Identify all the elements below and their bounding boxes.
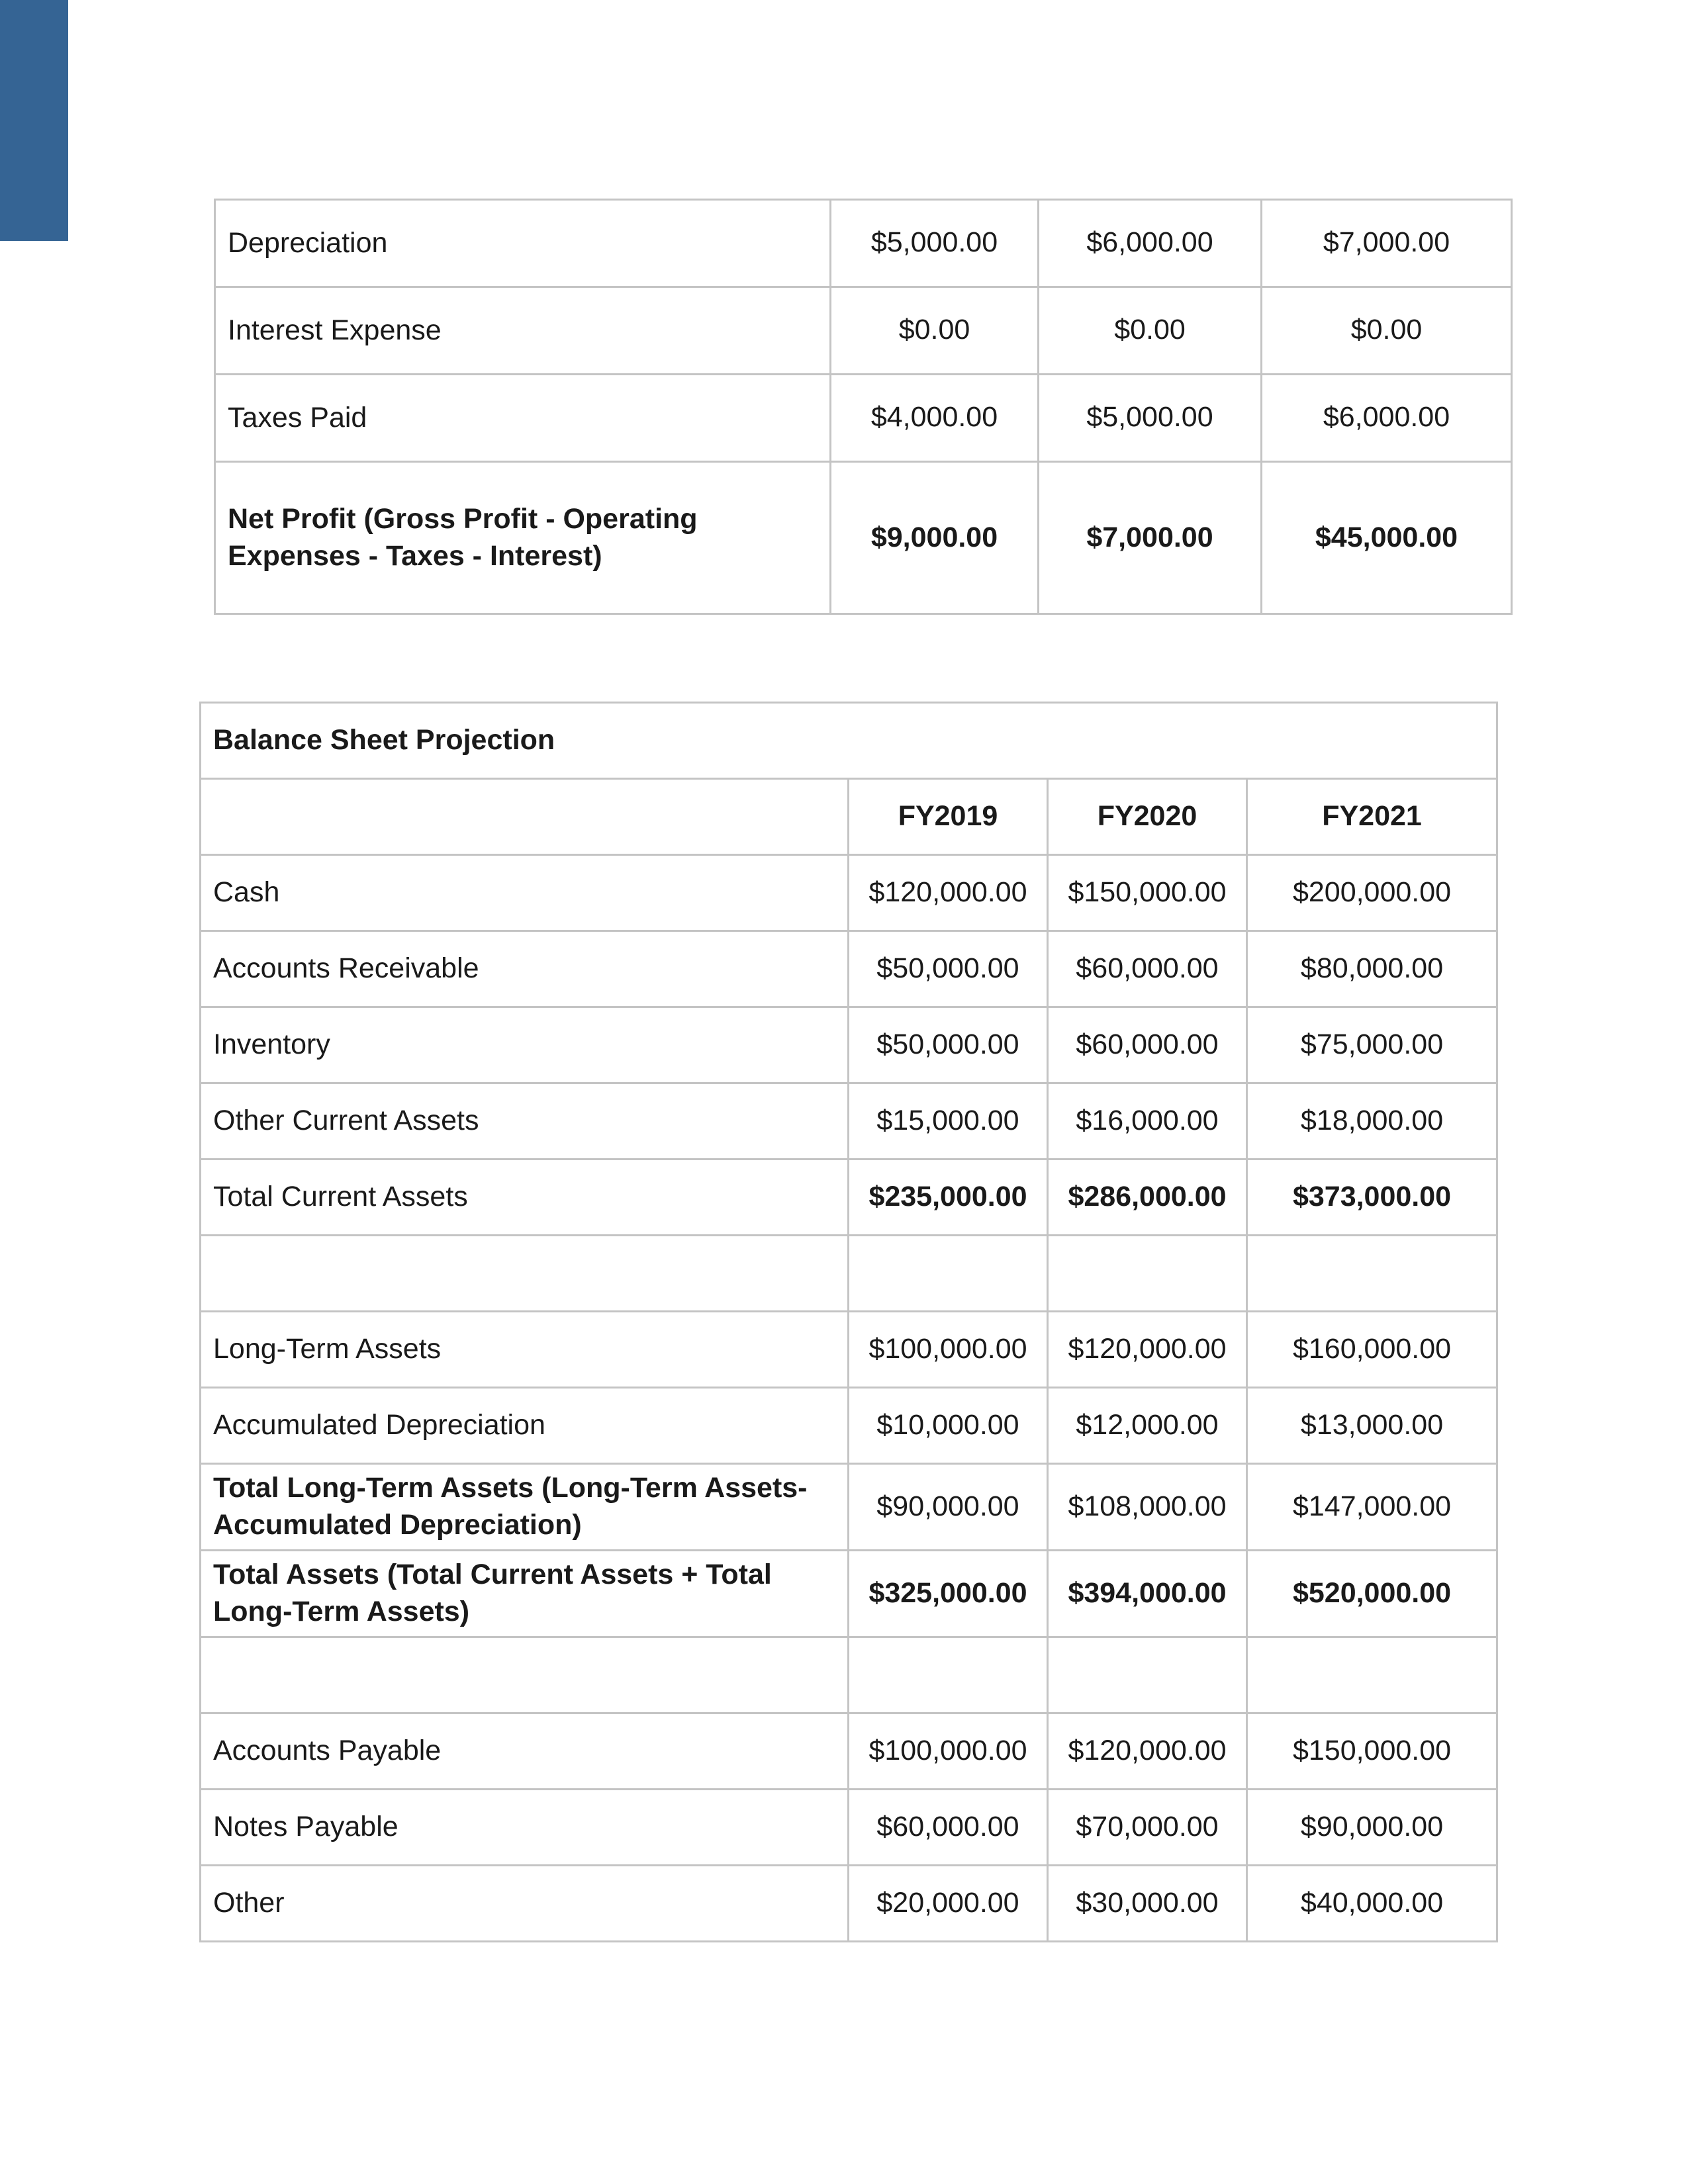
value-cell: $40,000.00 [1247, 1866, 1497, 1942]
row-label: Notes Payable [201, 1790, 849, 1866]
table-row-net-profit [215, 462, 1512, 614]
value-cell: $150,000.00 [1048, 855, 1247, 931]
empty-cell [1048, 1637, 1247, 1713]
value-cell: $50,000.00 [849, 931, 1048, 1007]
value-cell: $108,000.00 [1048, 1464, 1247, 1551]
value-cell: $150,000.00 [1247, 1713, 1497, 1790]
table-row [201, 855, 1497, 931]
value-cell: $394,000.00 [1048, 1551, 1247, 1637]
table-row-total-assets [201, 1551, 1497, 1637]
value-cell: $45,000.00 [1262, 462, 1512, 614]
table-title: Balance Sheet Projection [201, 703, 1497, 779]
value-cell: $10,000.00 [849, 1388, 1048, 1464]
row-label: Accounts Payable [201, 1713, 849, 1790]
value-cell: $100,000.00 [849, 1312, 1048, 1388]
row-label: Accumulated Depreciation [201, 1388, 849, 1464]
empty-cell [201, 1236, 849, 1312]
empty-cell [849, 1637, 1048, 1713]
value-cell: $5,000.00 [1039, 375, 1262, 462]
row-label: Total Long-Term Assets (Long-Term Assets-Accumulated Depreciation) [201, 1464, 849, 1551]
value-cell: $16,000.00 [1048, 1083, 1247, 1160]
value-cell: $9,000.00 [831, 462, 1039, 614]
table-row-total-long-term-assets [201, 1464, 1497, 1551]
header-row [201, 779, 1497, 855]
income-statement-table [214, 199, 1513, 615]
row-label: Total Current Assets [201, 1160, 849, 1236]
value-cell: $160,000.00 [1247, 1312, 1497, 1388]
value-cell: $15,000.00 [849, 1083, 1048, 1160]
value-cell: $60,000.00 [1048, 1007, 1247, 1083]
value-cell: $200,000.00 [1247, 855, 1497, 931]
empty-cell [1247, 1236, 1497, 1312]
value-cell: $30,000.00 [1048, 1866, 1247, 1942]
value-cell: $325,000.00 [849, 1551, 1048, 1637]
row-label: Net Profit (Gross Profit - Operating Expenses - Taxes - Interest) [215, 462, 831, 614]
row-label: Long-Term Assets [201, 1312, 849, 1388]
value-cell: $0.00 [1039, 287, 1262, 375]
value-cell: $50,000.00 [849, 1007, 1048, 1083]
value-cell: $18,000.00 [1247, 1083, 1497, 1160]
value-cell: $120,000.00 [1048, 1713, 1247, 1790]
spacer-row [201, 1637, 1497, 1713]
table-row [201, 1007, 1497, 1083]
value-cell: $13,000.00 [1247, 1388, 1497, 1464]
value-cell: $120,000.00 [849, 855, 1048, 931]
value-cell: $373,000.00 [1247, 1160, 1497, 1236]
table-row [201, 1713, 1497, 1790]
table-row [215, 287, 1512, 375]
value-cell: $80,000.00 [1247, 931, 1497, 1007]
table-row-total-current-assets [201, 1160, 1497, 1236]
row-label: Cash [201, 855, 849, 931]
value-cell: $100,000.00 [849, 1713, 1048, 1790]
empty-cell [201, 1637, 849, 1713]
row-label: Inventory [201, 1007, 849, 1083]
table-row [201, 1388, 1497, 1464]
value-cell: $6,000.00 [1039, 200, 1262, 287]
value-cell: $75,000.00 [1247, 1007, 1497, 1083]
row-label: Other [201, 1866, 849, 1942]
value-cell: $235,000.00 [849, 1160, 1048, 1236]
value-cell: $90,000.00 [1247, 1790, 1497, 1866]
value-cell: $7,000.00 [1262, 200, 1512, 287]
table-row [201, 1790, 1497, 1866]
value-cell: $120,000.00 [1048, 1312, 1247, 1388]
year-header: FY2021 [1247, 779, 1497, 855]
row-label: Accounts Receivable [201, 931, 849, 1007]
row-label: Taxes Paid [215, 375, 831, 462]
empty-cell [1048, 1236, 1247, 1312]
row-label: Other Current Assets [201, 1083, 849, 1160]
value-cell: $90,000.00 [849, 1464, 1048, 1551]
spacer-row [201, 1236, 1497, 1312]
table-row [201, 931, 1497, 1007]
value-cell: $20,000.00 [849, 1866, 1048, 1942]
value-cell: $60,000.00 [1048, 931, 1247, 1007]
header-empty-cell [201, 779, 849, 855]
empty-cell [1247, 1637, 1497, 1713]
value-cell: $60,000.00 [849, 1790, 1048, 1866]
value-cell: $286,000.00 [1048, 1160, 1247, 1236]
row-label: Depreciation [215, 200, 831, 287]
table-title-row [201, 703, 1497, 779]
empty-cell [849, 1236, 1048, 1312]
row-label: Total Assets (Total Current Assets + Total Long-Term Assets) [201, 1551, 849, 1637]
value-cell: $12,000.00 [1048, 1388, 1247, 1464]
table-row [215, 200, 1512, 287]
year-header: FY2019 [849, 779, 1048, 855]
value-cell: $7,000.00 [1039, 462, 1262, 614]
year-header: FY2020 [1048, 779, 1247, 855]
table-row [201, 1312, 1497, 1388]
value-cell: $6,000.00 [1262, 375, 1512, 462]
row-label: Interest Expense [215, 287, 831, 375]
side-accent-tab [0, 0, 68, 241]
value-cell: $0.00 [831, 287, 1039, 375]
value-cell: $0.00 [1262, 287, 1512, 375]
balance-sheet-table [199, 702, 1498, 1942]
value-cell: $70,000.00 [1048, 1790, 1247, 1866]
value-cell: $4,000.00 [831, 375, 1039, 462]
table-row [201, 1083, 1497, 1160]
value-cell: $147,000.00 [1247, 1464, 1497, 1551]
value-cell: $520,000.00 [1247, 1551, 1497, 1637]
table-row [215, 375, 1512, 462]
table-row [201, 1866, 1497, 1942]
value-cell: $5,000.00 [831, 200, 1039, 287]
